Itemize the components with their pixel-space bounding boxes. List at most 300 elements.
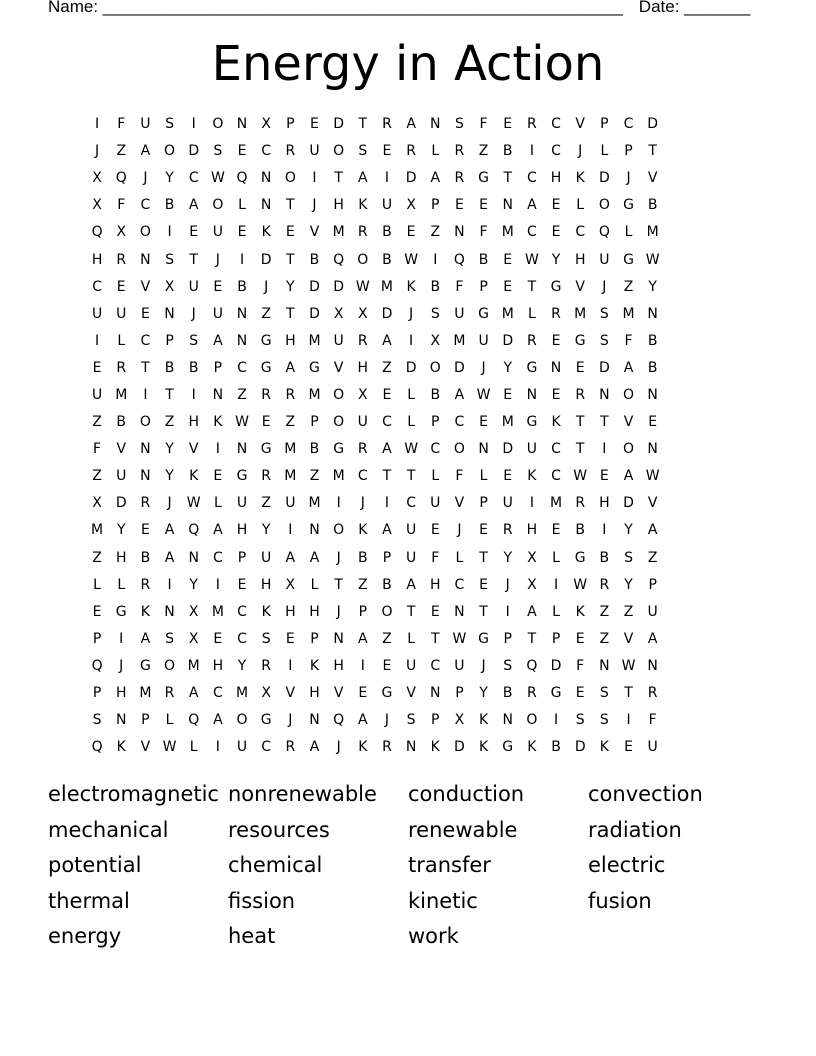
grid-letter: E [551, 386, 561, 403]
grid-letter: A [406, 116, 416, 133]
grid-letter: K [575, 170, 585, 187]
grid-letter: O [236, 712, 248, 729]
grid-row [85, 463, 665, 490]
grid-letter: U [526, 441, 538, 458]
grid-letter: H [430, 576, 441, 593]
name-field: Name: _______________________________________________________ [48, 0, 623, 16]
grid-letter: A [213, 522, 223, 539]
grid-letter: E [382, 657, 392, 674]
grid-row [85, 111, 665, 138]
grid-row [85, 301, 665, 328]
grid-letter: D [333, 278, 345, 295]
grid-letter: U [285, 495, 296, 512]
grid-letter: D [115, 495, 127, 512]
grid-letter: V [454, 495, 465, 512]
grid-letter: N [236, 116, 248, 133]
grid-row [85, 517, 665, 544]
grid-letter: L [527, 305, 536, 322]
grid-row [85, 165, 665, 192]
grid-letter: Y [503, 359, 513, 376]
grid-row [85, 626, 665, 653]
grid-letter: E [358, 685, 368, 702]
grid-letter: I [360, 657, 365, 674]
grid-letter: A [213, 332, 223, 349]
grid-letter: N [164, 603, 175, 620]
grid-letter: U [140, 116, 151, 133]
grid-letter: C [188, 170, 199, 187]
grid-letter: I [191, 116, 196, 133]
grid-letter: A [623, 468, 634, 485]
grid-letter: R [575, 495, 586, 512]
grid-letter: R [454, 170, 465, 187]
grid-letter: N [212, 386, 224, 403]
grid-letter: D [574, 739, 586, 756]
grid-letter: D [381, 305, 393, 322]
grid-letter: E [116, 278, 126, 295]
grid-letter: P [310, 414, 319, 431]
grid-letter: G [478, 630, 489, 647]
grid-letter: L [552, 603, 560, 620]
grid-letter: E [430, 522, 440, 539]
grid-letter: D [598, 170, 610, 187]
grid-letter: T [286, 251, 295, 268]
grid-letter: E [454, 197, 464, 214]
grid-letter: J [578, 143, 583, 160]
grid-letter: I [553, 576, 559, 593]
grid-letter: G [309, 359, 320, 376]
grid-letter: V [623, 414, 634, 431]
grid-letter: C [261, 143, 272, 160]
grid-letter: R [164, 685, 175, 702]
grid-letter: Z [599, 603, 610, 620]
grid-letter: B [188, 359, 199, 376]
grid-letter: L [431, 468, 440, 485]
grid-letter: S [454, 116, 464, 133]
grid-letter: L [310, 576, 319, 593]
grid-letter: B [647, 197, 658, 214]
grid-letter: E [648, 414, 658, 431]
grid-letter: Y [237, 657, 247, 674]
grid-letter: M [235, 685, 249, 702]
grid-letter: N [502, 712, 513, 729]
grid-letter: G [550, 685, 562, 702]
grid-letter: E [479, 522, 488, 539]
grid-row [85, 436, 665, 463]
grid-letter: X [92, 495, 102, 512]
grid-letter: B [309, 251, 320, 268]
grid-letter: T [286, 197, 295, 214]
grid-letter: L [213, 495, 222, 512]
grid-letter: P [237, 549, 247, 566]
grid-letter: N [309, 712, 320, 729]
grid-letter: M [115, 386, 128, 403]
grid-letter: I [602, 441, 607, 458]
grid-letter: L [407, 630, 416, 647]
grid-letter: W [621, 657, 636, 674]
grid-letter: E [285, 630, 295, 647]
grid-letter: O [139, 414, 151, 431]
grid-letter: Z [92, 549, 102, 566]
grid-letter: E [285, 224, 295, 241]
grid-letter: N [236, 332, 248, 349]
grid-letter: H [285, 332, 296, 349]
grid-letter: K [430, 739, 440, 756]
grid-letter: N [430, 685, 441, 702]
grid-letter: C [140, 197, 151, 214]
grid-letter: C [454, 576, 465, 593]
word-bank-item: electric [588, 853, 666, 878]
word-bank-item: renewable [408, 817, 518, 842]
grid-letter: U [91, 386, 103, 403]
grid-row [85, 274, 665, 301]
grid-letter: Q [453, 251, 465, 268]
grid-letter: I [288, 657, 293, 674]
grid-letter: C [140, 332, 151, 349]
grid-letter: R [285, 739, 296, 756]
grid-letter: X [430, 332, 441, 349]
grid-letter: H [357, 359, 369, 376]
grid-letter: N [550, 359, 562, 376]
grid-letter: E [599, 468, 609, 485]
grid-letter: O [212, 116, 224, 133]
word-bank-item: work [408, 924, 459, 949]
grid-letter: E [92, 603, 102, 620]
grid-letter: R [261, 657, 272, 674]
grid-row [85, 490, 665, 517]
grid-letter: E [261, 414, 271, 431]
grid-letter: I [215, 739, 220, 756]
grid-letter: G [502, 739, 514, 756]
grid-letter: V [575, 116, 585, 133]
grid-letter: M [550, 495, 563, 512]
grid-letter: M [284, 468, 297, 485]
grid-letter: I [409, 332, 414, 349]
word-bank-item: kinetic [408, 888, 478, 913]
grid-letter: O [381, 603, 393, 620]
grid-letter: C [430, 657, 441, 674]
grid-letter: R [357, 224, 368, 241]
grid-letter: W [162, 739, 177, 756]
grid-letter: P [600, 116, 609, 133]
grid-letter: A [164, 522, 175, 539]
grid-letter: P [455, 685, 464, 702]
letter-grid [85, 111, 665, 761]
grid-row [85, 138, 665, 165]
grid-letter: K [478, 739, 489, 756]
grid-letter: Z [92, 414, 102, 431]
grid-letter: U [116, 305, 127, 322]
grid-letter: O [139, 224, 151, 241]
grid-letter: T [527, 278, 537, 295]
grid-letter: U [333, 332, 344, 349]
grid-letter: P [92, 685, 102, 702]
grid-letter: A [382, 332, 392, 349]
grid-letter: K [478, 712, 489, 729]
grid-letter: Q [91, 224, 103, 241]
grid-letter: Q [333, 251, 345, 268]
grid-letter: E [189, 224, 199, 241]
grid-letter: I [529, 495, 534, 512]
grid-letter: L [117, 576, 126, 593]
grid-letter: C [623, 116, 634, 133]
grid-letter: J [384, 712, 390, 729]
grid-letter: O [623, 386, 635, 403]
grid-letter: O [164, 657, 176, 674]
grid-letter: L [624, 224, 633, 241]
grid-letter: K [358, 197, 368, 214]
grid-letter: K [213, 414, 223, 431]
grid-letter: D [260, 251, 272, 268]
grid-letter: S [189, 332, 199, 349]
grid-letter: C [551, 468, 561, 485]
grid-letter: H [115, 685, 127, 702]
grid-letter: Z [261, 305, 271, 322]
grid-letter: K [189, 468, 199, 485]
grid-letter: U [261, 549, 272, 566]
grid-letter: D [309, 305, 320, 322]
grid-letter: H [260, 576, 272, 593]
grid-letter: G [478, 305, 489, 322]
grid-letter: K [527, 468, 537, 485]
grid-letter: S [406, 712, 416, 729]
grid-letter: A [358, 712, 368, 729]
grid-letter: E [213, 630, 223, 647]
grid-letter: N [309, 522, 320, 539]
grid-letter: N [599, 657, 610, 674]
grid-letter: E [237, 576, 247, 593]
grid-letter: N [478, 441, 489, 458]
grid-letter: F [117, 197, 126, 214]
grid-letter: V [647, 495, 658, 512]
grid-letter: H [550, 170, 562, 187]
grid-letter: U [502, 495, 513, 512]
word-bank-item: energy [48, 924, 122, 949]
grid-letter: D [309, 278, 320, 295]
grid-row [85, 734, 665, 761]
grid-letter: R [527, 685, 537, 702]
grid-letter: H [115, 549, 127, 566]
grid-letter: D [454, 359, 465, 376]
grid-letter: U [236, 739, 248, 756]
grid-letter: G [623, 197, 634, 214]
grid-letter: X [285, 576, 296, 593]
grid-letter: Q [115, 170, 127, 187]
grid-letter: I [312, 170, 317, 187]
grid-letter: Y [116, 522, 126, 539]
grid-letter: Q [91, 657, 103, 674]
grid-letter: D [550, 657, 562, 674]
grid-letter: H [91, 251, 103, 268]
grid-letter: T [503, 170, 513, 187]
grid-letter: V [140, 739, 151, 756]
grid-letter: B [478, 251, 489, 268]
grid-letter: Q [91, 739, 103, 756]
grid-letter: V [285, 685, 296, 702]
grid-letter: M [622, 305, 635, 322]
grid-letter: Q [333, 712, 345, 729]
grid-letter: X [92, 197, 102, 214]
grid-letter: R [285, 143, 296, 160]
grid-letter: E [575, 359, 585, 376]
grid-letter: M [380, 278, 393, 295]
grid-letter: D [598, 359, 610, 376]
grid-letter: F [93, 441, 102, 458]
grid-letter: T [406, 603, 416, 620]
grid-letter: U [381, 197, 393, 214]
grid-row [85, 246, 665, 273]
grid-letter: C [551, 441, 561, 458]
grid-letter: V [188, 441, 199, 458]
grid-letter: L [407, 414, 416, 431]
grid-letter: L [117, 332, 126, 349]
grid-letter: P [551, 630, 561, 647]
word-bank-item: thermal [48, 888, 130, 913]
grid-letter: L [600, 143, 609, 160]
grid-letter: R [406, 143, 416, 160]
grid-letter: X [333, 305, 344, 322]
grid-letter: P [479, 495, 488, 512]
grid-letter: R [357, 441, 368, 458]
grid-letter: F [576, 657, 585, 674]
grid-letter: J [505, 576, 510, 593]
grid-letter: S [599, 712, 609, 729]
grid-letter: K [527, 739, 537, 756]
grid-letter: X [188, 630, 199, 647]
grid-letter: O [526, 712, 538, 729]
grid-letter: I [95, 116, 100, 133]
grid-letter: R [551, 305, 561, 322]
grid-letter: C [406, 495, 416, 512]
grid-letter: E [551, 522, 561, 539]
grid-letter: G [550, 278, 562, 295]
grid-letter: X [358, 386, 368, 403]
grid-letter: M [211, 603, 224, 620]
grid-letter: E [575, 685, 585, 702]
grid-letter: I [433, 251, 438, 268]
grid-letter: J [95, 143, 100, 160]
grid-letter: N [236, 305, 248, 322]
grid-letter: S [430, 305, 440, 322]
grid-letter: H [188, 414, 199, 431]
grid-letter: K [309, 657, 320, 674]
grid-letter: A [188, 685, 199, 702]
grid-letter: W [404, 251, 419, 268]
grid-letter: H [212, 657, 224, 674]
grid-letter: I [626, 712, 631, 729]
grid-letter: Q [236, 170, 248, 187]
grid-letter: D [647, 116, 659, 133]
grid-letter: P [431, 414, 440, 431]
grid-letter: J [288, 712, 293, 729]
word-bank-item: radiation [588, 817, 682, 842]
grid-letter: A [647, 630, 658, 647]
grid-letter: E [382, 143, 392, 160]
grid-letter: K [406, 278, 416, 295]
grid-letter: G [236, 468, 248, 485]
grid-letter: T [286, 305, 295, 322]
grid-letter: T [430, 630, 440, 647]
grid-letter: T [624, 685, 633, 702]
grid-letter: C [551, 143, 561, 160]
grid-letter: K [358, 739, 368, 756]
grid-letter: P [165, 332, 174, 349]
grid-letter: M [91, 522, 104, 539]
grid-letter: X [188, 603, 199, 620]
grid-letter: B [575, 522, 585, 539]
grid-letter: A [382, 441, 392, 458]
grid-letter: N [115, 712, 127, 729]
grid-letter: Y [165, 468, 174, 485]
grid-row [85, 653, 665, 680]
grid-letter: B [502, 685, 513, 702]
grid-letter: A [358, 630, 368, 647]
grid-letter: B [382, 251, 392, 268]
grid-letter: T [479, 549, 488, 566]
grid-letter: N [647, 657, 658, 674]
grid-letter: E [503, 116, 513, 133]
grid-letter: S [165, 630, 174, 647]
grid-letter: N [647, 305, 658, 322]
grid-letter: N [430, 116, 441, 133]
grid-letter: U [647, 603, 658, 620]
grid-letter: A [527, 197, 537, 214]
grid-letter: W [210, 170, 225, 187]
grid-letter: M [187, 657, 200, 674]
grid-letter: X [527, 576, 537, 593]
word-bank-item: electromagnetic [48, 782, 219, 806]
grid-letter: U [405, 657, 417, 674]
grid-letter: P [92, 630, 102, 647]
grid-letter: K [599, 739, 609, 756]
grid-letter: B [430, 386, 441, 403]
grid-letter: H [599, 495, 610, 512]
grid-letter: Z [237, 386, 247, 403]
grid-letter: S [165, 116, 174, 133]
grid-letter: S [358, 143, 368, 160]
grid-letter: Z [623, 603, 634, 620]
grid-letter: N [260, 170, 272, 187]
grid-letter: Y [261, 522, 271, 539]
grid-letter: P [213, 359, 223, 376]
grid-letter: A [430, 170, 441, 187]
grid-letter: W [404, 441, 419, 458]
grid-letter: E [140, 522, 150, 539]
grid-letter: V [116, 441, 127, 458]
grid-letter: X [358, 305, 368, 322]
grid-letter: C [212, 685, 223, 702]
grid-letter: G [115, 603, 127, 620]
date-field: Date: _______ [638, 0, 751, 16]
grid-letter: M [308, 386, 321, 403]
grid-letter: F [479, 116, 488, 133]
grid-letter: R [502, 522, 513, 539]
grid-letter: I [215, 441, 220, 458]
grid-letter: B [309, 441, 320, 458]
grid-row [85, 382, 665, 409]
grid-letter: X [406, 197, 416, 214]
grid-letter: T [527, 630, 537, 647]
grid-letter: N [140, 251, 151, 268]
word-bank-item: resources [228, 817, 330, 842]
grid-letter: S [599, 305, 609, 322]
grid-letter: G [260, 441, 272, 458]
word-bank-item: chemical [228, 853, 323, 878]
grid-letter: F [624, 332, 633, 349]
grid-letter: F [117, 116, 126, 133]
grid-letter: N [333, 630, 344, 647]
grid-letter: M [332, 224, 345, 241]
grid-letter: Q [598, 224, 610, 241]
